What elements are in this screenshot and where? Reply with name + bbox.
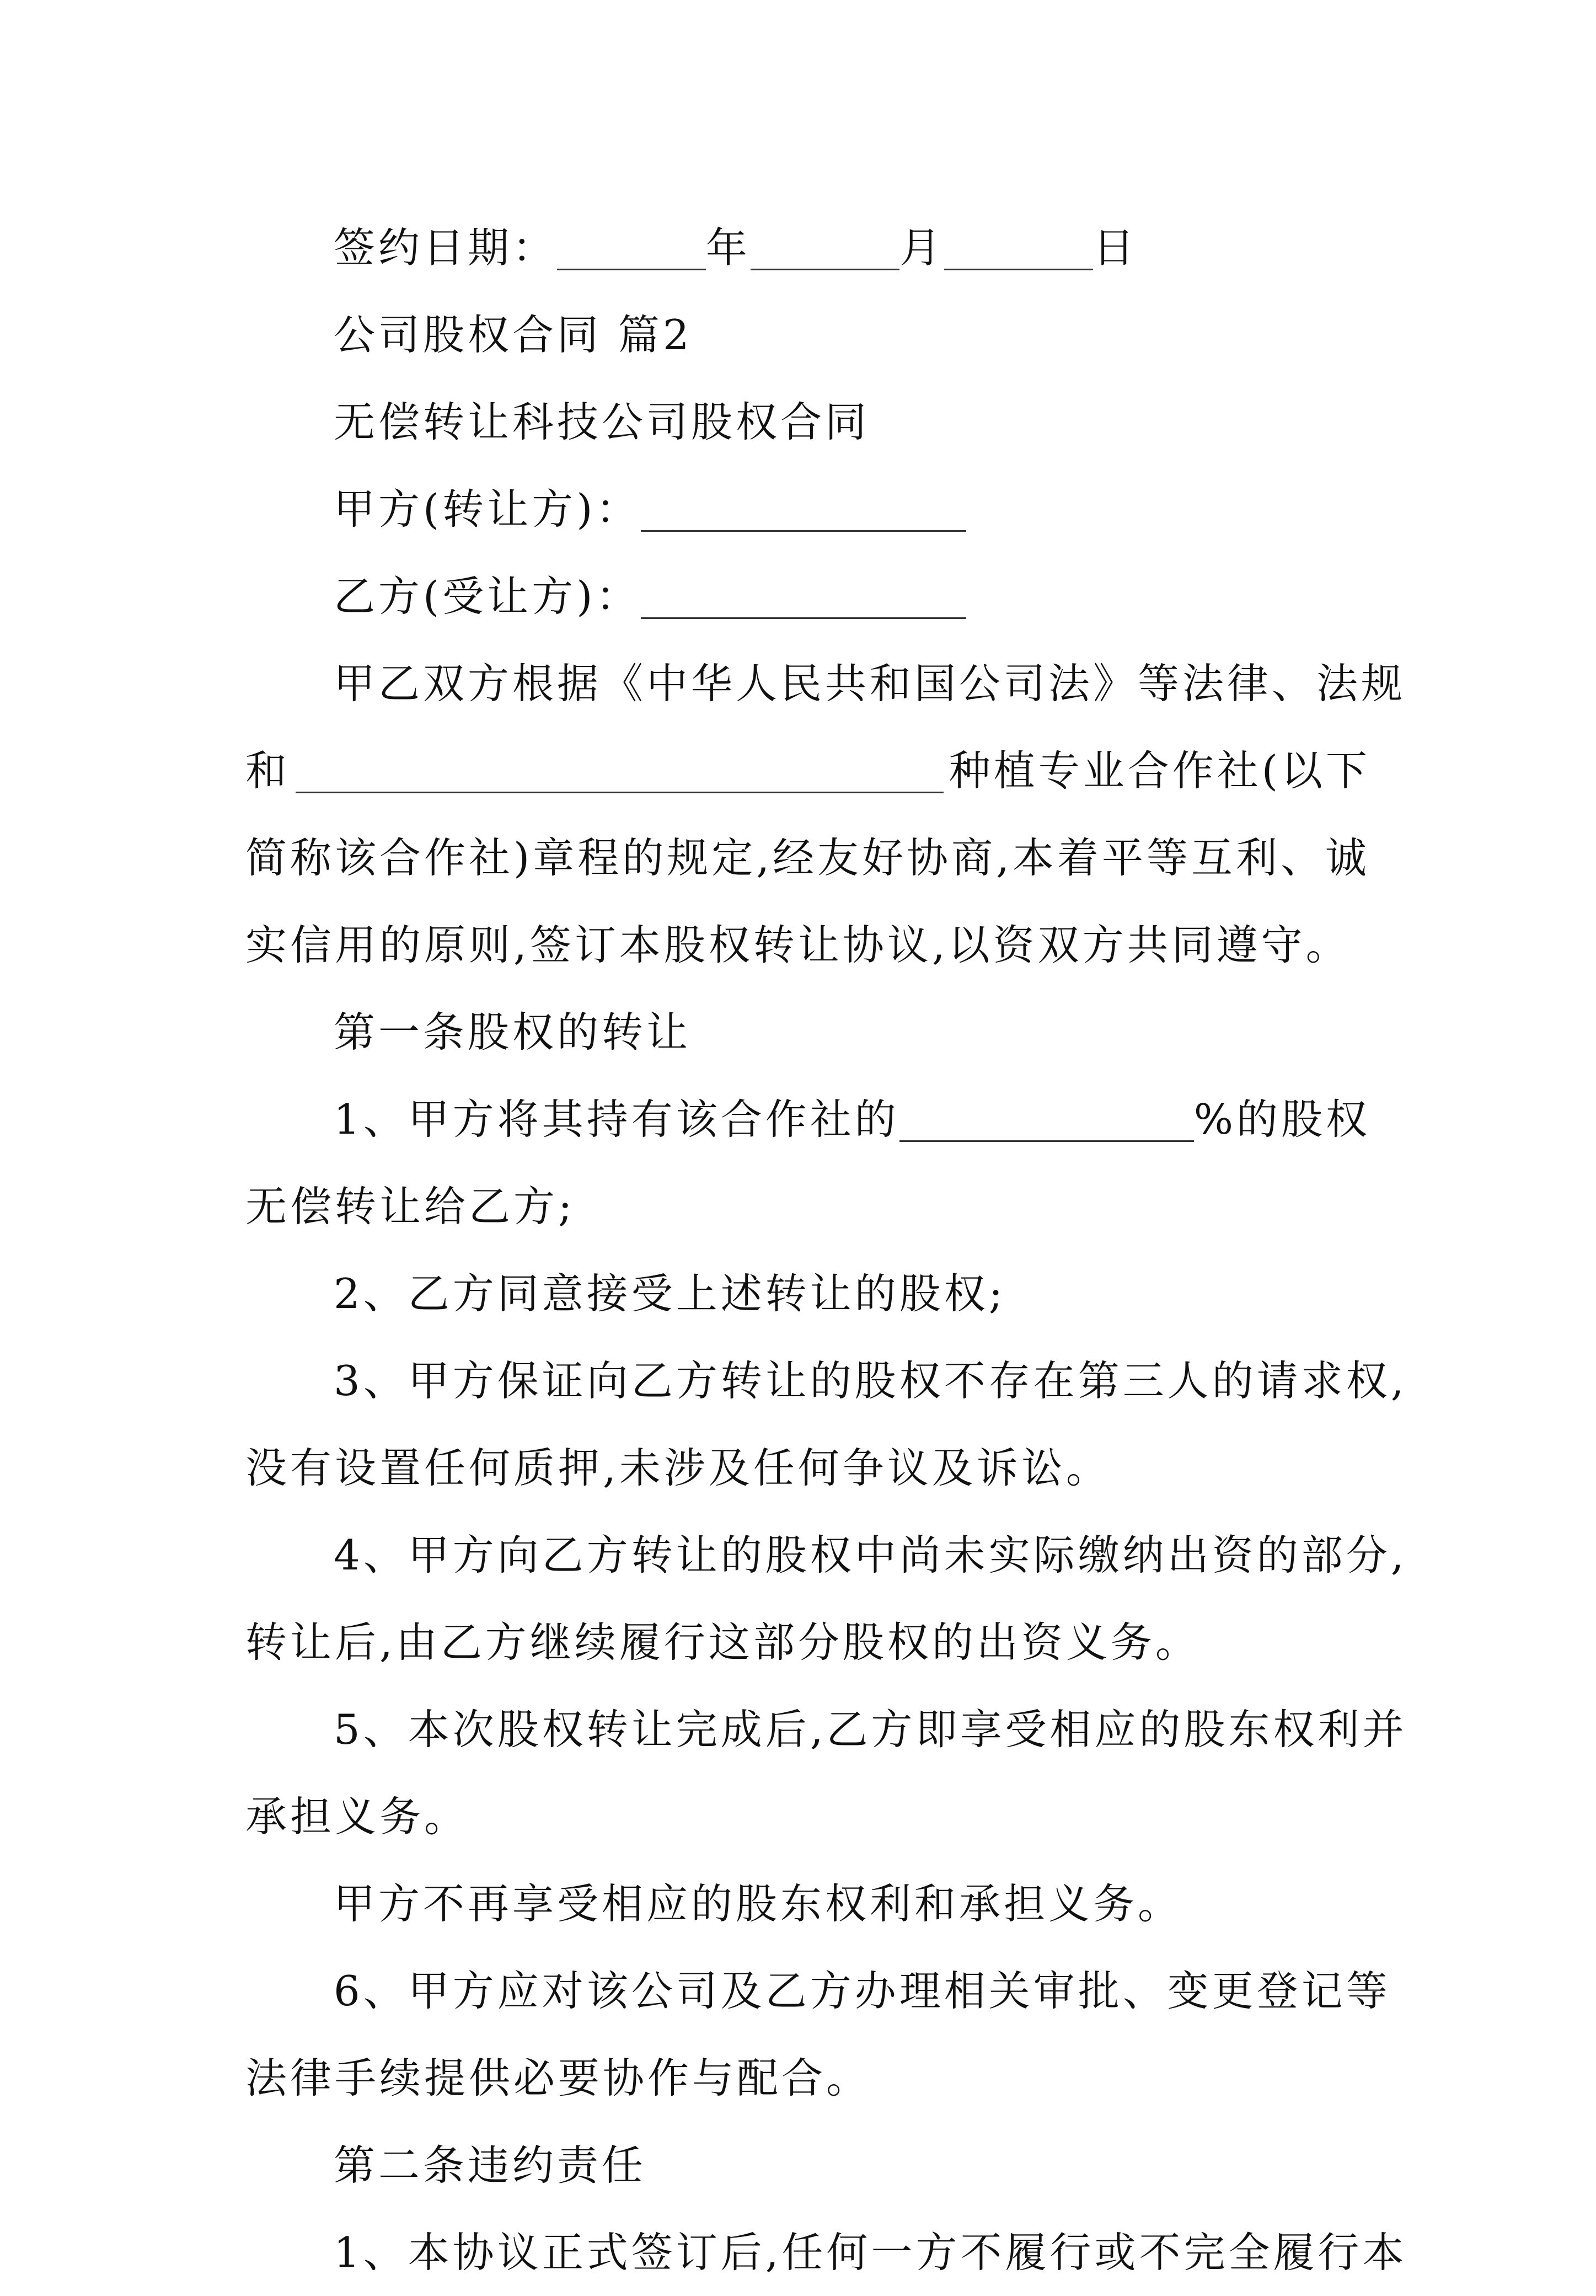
year-blank [557, 226, 706, 270]
article-1-item-3 [245, 1337, 1407, 1424]
article-1-item-6-line-2: 法律手续提供必要协作与配合。 [245, 2054, 871, 2102]
article-1-title: 第一条股权的转让 [334, 1008, 692, 1056]
intro-line-2-suffix: 种植专业合作社(以下 [949, 746, 1370, 795]
article-1-item-1 [245, 1076, 1370, 1163]
article-1-item-3-text: 3、甲方保证向乙方转让的股权不存在第三人的请求权, [334, 1357, 1407, 1405]
month-blank [751, 226, 899, 270]
sign-date-label: 签约日期： [334, 223, 558, 272]
party-a-line [245, 466, 1370, 553]
party-b-blank [641, 574, 966, 619]
article-1-item-5-note: 甲方不再享受相应的股东权利和承担义务。 [334, 1879, 1183, 1928]
party-a-blank [641, 487, 966, 532]
article-1-item-1-prefix: 1、甲方将其持有该合作社的 [334, 1095, 899, 1144]
document-body [245, 204, 1407, 2296]
article-1-item-2: 2、乙方同意接受上述转让的股权; [334, 1269, 1006, 1318]
party-b-label: 乙方(受让方)： [334, 572, 641, 621]
article-1-item-4-line-2: 转让后,由乙方继续履行这部分股权的出资义务。 [245, 1618, 1200, 1667]
section-title: 公司股权合同 篇2 [334, 311, 693, 359]
intro-line-3-text: 简称该合作社)章程的规定,经友好协商,本着平等互利、诚 [245, 834, 1370, 882]
article-2-item-1-text: 1、本协议正式签订后,任何一方不履行或不完全履行本 [334, 2228, 1407, 2277]
party-a-label: 甲方(转让方)： [334, 485, 641, 533]
article-1-item-4-text: 4、甲方向乙方转让的股权中尚未实际缴纳出资的部分, [334, 1531, 1407, 1579]
month-label: 月 [899, 223, 945, 272]
intro-line-2-prefix: 和 [245, 746, 291, 795]
sign-date-line [245, 204, 1370, 291]
day-blank [944, 226, 1093, 270]
intro-line-4: 实信用的原则,签订本股权转让协议,以资双方共同遵守。 [245, 921, 1351, 969]
article-1-item-5-text: 5、本次股权转让完成后,乙方即享受相应的股东权利并 [334, 1705, 1407, 1754]
party-b-line [245, 553, 1370, 640]
contract-title: 无偿转让科技公司股权合同 [334, 398, 870, 446]
article-2-item-1 [245, 2209, 1407, 2296]
article-1-item-5-line-2: 承担义务。 [245, 1792, 469, 1841]
intro-line-1-text: 甲乙双方根据《中华人民共和国公司法》等法律、法规 [334, 659, 1406, 708]
intro-line-3 [245, 814, 1370, 901]
article-1-item-1-suffix: %的股权 [1193, 1095, 1370, 1144]
equity-percent-blank [899, 1097, 1194, 1142]
cooperative-name-blank [296, 749, 944, 793]
article-1-item-6-text: 6、甲方应对该公司及乙方办理相关审批、变更登记等 [334, 1967, 1391, 2015]
intro-line-1 [245, 640, 1406, 727]
article-2-title: 第二条违约责任 [334, 2141, 647, 2190]
article-1-item-6 [245, 1947, 1391, 2035]
year-label: 年 [706, 223, 751, 272]
day-label: 日 [1093, 223, 1138, 272]
article-1-item-4 [245, 1512, 1407, 1599]
article-1-item-1-line-2: 无偿转让给乙方; [245, 1182, 576, 1231]
article-1-item-5 [245, 1686, 1407, 1773]
article-1-item-3-line-2: 没有设置任何质押,未涉及任何争议及诉讼。 [245, 1444, 1111, 1492]
intro-line-2 [245, 727, 1370, 814]
